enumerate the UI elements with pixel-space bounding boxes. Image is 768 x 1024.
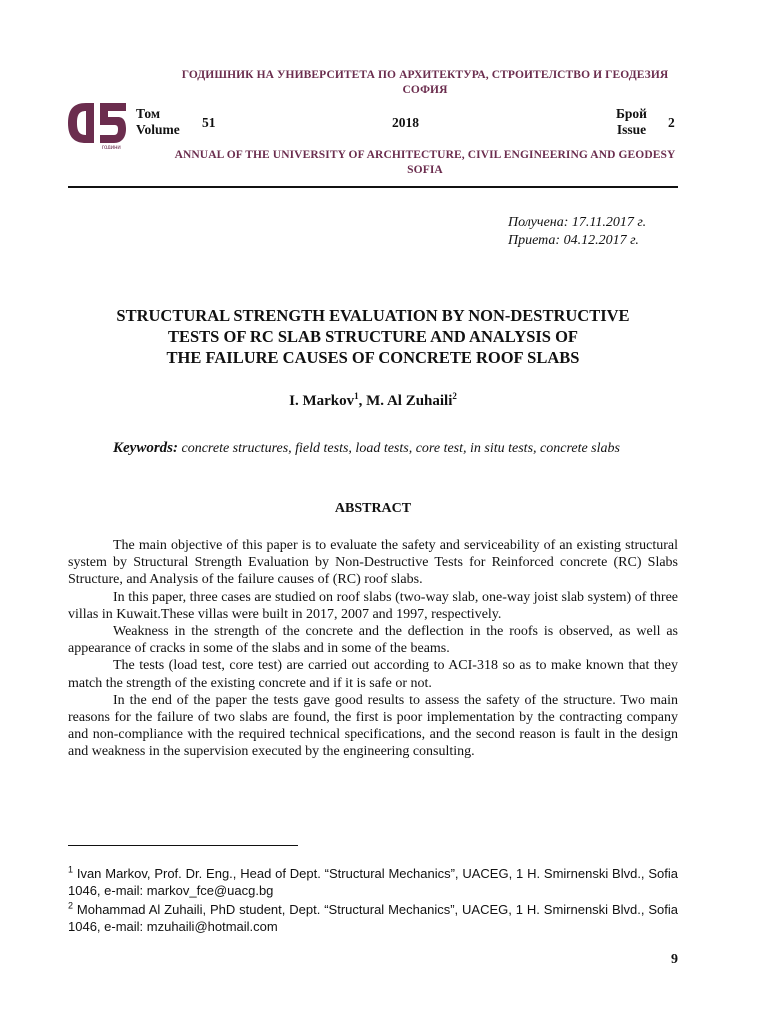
journal-title-en-line2: SOFIA xyxy=(407,164,443,176)
volume-number: 51 xyxy=(202,115,216,130)
footnote-2-text: Mohammad Al Zuhaili, PhD student, Dept. “Structural Mechanics”, UACEG, 1 H. Smirnenski Blvd., Sofia 1046, e-mail: mzuhaili@hotmail.com xyxy=(68,902,678,934)
accepted-date: Приета: 04.12.2017 г. xyxy=(508,233,639,248)
abstract-body xyxy=(68,537,678,761)
abstract-paragraph: The tests (load test, core test) are carried out according to ACI-318 so as to make known that they match the strength of the existing concrete and if it is safe or not. xyxy=(68,658,678,691)
abstract-heading: ABSTRACT xyxy=(334,501,412,516)
keywords-text: concrete structures, field tests, load tests, core test, in situ tests, concrete slabs xyxy=(181,441,620,456)
issue-label xyxy=(616,106,647,138)
author-2: M. Al Zuhaili xyxy=(366,393,453,409)
keywords-label: Keywords: xyxy=(113,440,178,456)
author-list xyxy=(60,393,686,410)
author-separator: , xyxy=(358,393,367,409)
paper-title-line2: TESTS OF RC SLAB STRUCTURE AND ANALYSIS OF xyxy=(167,327,579,346)
footnote-rule xyxy=(68,845,298,846)
abstract-paragraph: In the end of the paper the tests gave good results to assess the safety of the structure. Two main reasons for the failure of two slabs are found, the first is poor implementation by the contracting company and non-compliance with the required technical specifications, and the second reason is fault in the design and weakness in the supervision executed by the engineering consulting. xyxy=(68,692,678,760)
footnote-2-mark: 2 xyxy=(68,900,74,911)
abstract-paragraph: The main objective of this paper is to evaluate the safety and serviceability of an existing structural system by Structural Strength Evaluation by Non-Destructive Tests for Reinforced concrete (RC) Slabs Structure, and Analysis of the failure causes of (RC) roof slabs. xyxy=(68,538,678,588)
uaceg-75-logo xyxy=(66,99,128,149)
page-number: 9 xyxy=(671,952,678,967)
issue-number: 2 xyxy=(668,115,675,130)
issue-label-bg: Брой xyxy=(616,106,647,121)
keywords xyxy=(68,440,678,457)
author-1-affil-mark: 1 xyxy=(354,391,359,401)
volume-label-en: Volume xyxy=(136,122,180,137)
publication-year: 2018 xyxy=(392,115,419,130)
volume-label-bg: Том xyxy=(136,106,161,121)
paper-title-line3: THE FAILURE CAUSES OF CONCRETE ROOF SLABS xyxy=(166,348,580,367)
abstract-paragraph: In this paper, three cases are studied on roof slabs (two-way slab, one-way joist slab system) of three villas in Kuwait.These villas were built in 2017, 2007 and 1997, respectively. xyxy=(68,589,678,622)
author-1: I. Markov xyxy=(289,393,355,409)
journal-title-bg xyxy=(120,68,730,98)
footnote-2 xyxy=(68,902,678,935)
footnotes xyxy=(68,866,678,938)
header-rule xyxy=(68,186,678,188)
received-date: Получена: 17.11.2017 г. xyxy=(508,215,647,230)
author-2-affil-mark: 2 xyxy=(452,391,457,401)
abstract-paragraph: Weakness in the strength of the concrete and the deflection in the roofs is observed, as well as appearance of cracks in some of the slabs and in some of the beams. xyxy=(68,624,678,657)
journal-title-bg-line1: ГОДИШНИК НА УНИВЕРСИТЕТА ПО АРХИТЕКТУРА, СТРОИТЕЛСТВО И ГЕОДЕЗИЯ xyxy=(181,69,669,81)
paper-title xyxy=(60,305,686,368)
issue-label-en: Issue xyxy=(616,122,647,137)
footnote-1 xyxy=(68,866,678,899)
footnote-1-mark: 1 xyxy=(68,864,74,875)
paper-title-line1: STRUCTURAL STRENGTH EVALUATION BY NON-DESTRUCTIVE xyxy=(116,306,630,325)
journal-title-en-line1: ANNUAL OF THE UNIVERSITY OF ARCHITECTURE, CIVIL ENGINEERING AND GEODESY xyxy=(174,149,676,161)
journal-title-bg-line2: СОФИЯ xyxy=(402,84,448,96)
volume-label xyxy=(136,106,180,138)
journal-title-en xyxy=(120,148,730,178)
footnote-1-text: Ivan Markov, Prof. Dr. Eng., Head of Dept. “Structural Mechanics”, UACEG, 1 H. Smirnenski Blvd., Sofia 1046, e-mail: markov_fce@uacg.bg xyxy=(68,866,678,898)
logo-caption: години xyxy=(102,145,121,149)
